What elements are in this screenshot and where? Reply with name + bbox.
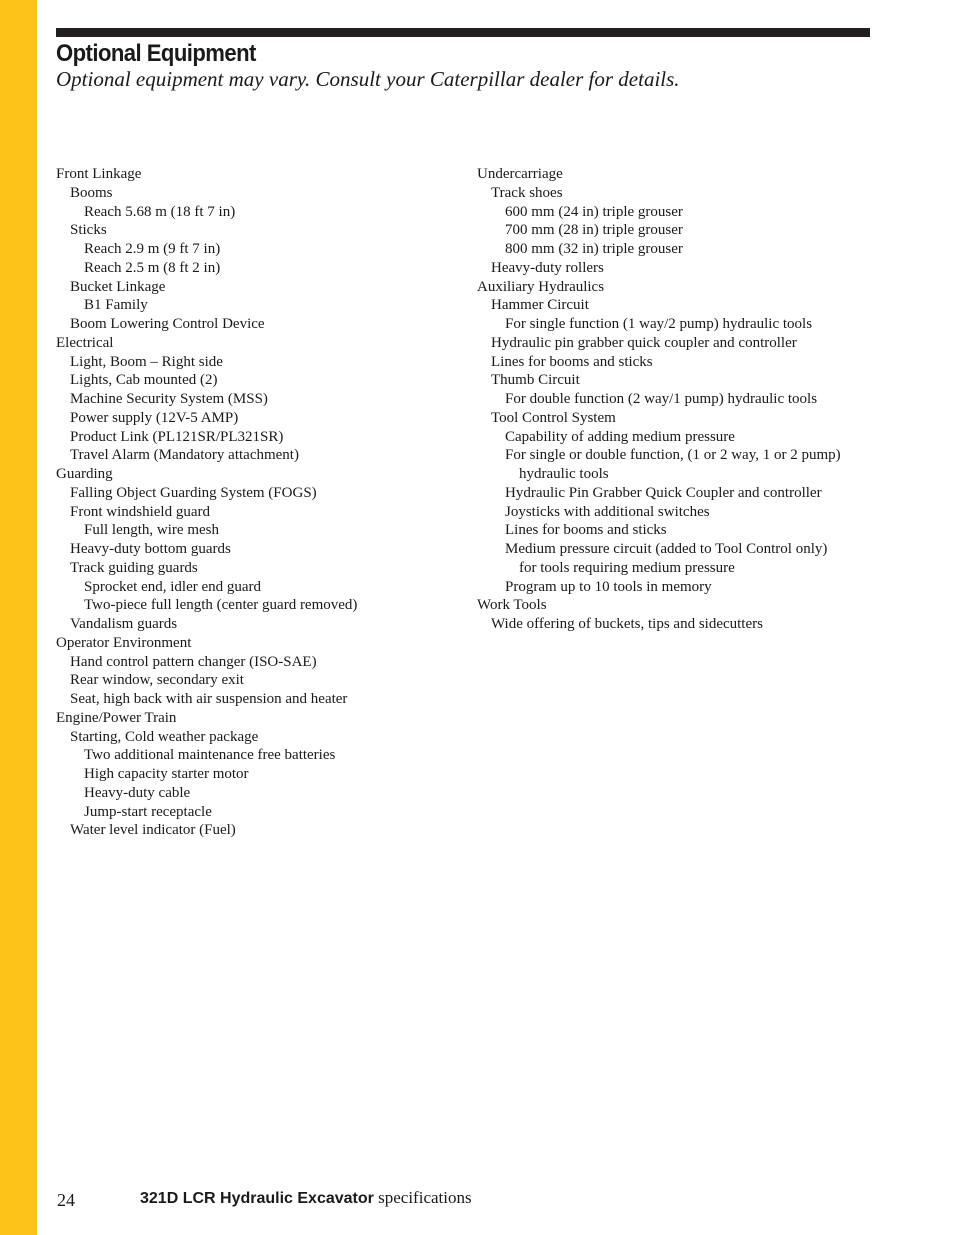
category-heading: Auxiliary Hydraulics (477, 278, 605, 295)
equipment-item: Jump-start receptacle (84, 803, 212, 820)
footer-caption (140, 1188, 472, 1208)
equipment-item: Boom Lowering Control Device (70, 316, 265, 332)
category-heading: Engine/Power Train (56, 709, 177, 726)
equipment-item: Full length, wire mesh (84, 522, 219, 539)
equipment-item: Machine Security System (MSS) (70, 391, 268, 407)
equipment-item: Hydraulic pin grabber quick coupler and controller (491, 334, 797, 351)
equipment-item: Heavy-duty cable (84, 784, 191, 801)
equipment-item: Power supply (12V-5 AMP) (70, 409, 239, 426)
equipment-item: Two-piece full length (center guard removed) (84, 597, 358, 614)
equipment-item: Bucket Linkage (70, 278, 166, 295)
page-title: Optional Equipment (56, 40, 256, 67)
equipment-item: Falling Object Guarding System (FOGS) (70, 484, 317, 501)
equipment-item: Light, Boom – Right side (70, 353, 223, 370)
equipment-item: Lines for booms and sticks (505, 522, 667, 539)
equipment-item: Hand control pattern changer (ISO-SAE) (70, 653, 317, 670)
equipment-item: Reach 5.68 m (18 ft 7 in) (84, 203, 236, 220)
equipment-item: Tool Control System (491, 409, 616, 426)
equipment-item: Reach 2.9 m (9 ft 7 in) (84, 241, 221, 257)
equipment-item: Water level indicator (Fuel) (70, 822, 236, 839)
equipment-item: Travel Alarm (Mandatory attachment) (70, 447, 299, 464)
equipment-item: Reach 2.5 m (8 ft 2 in) (84, 259, 221, 276)
equipment-item: hydraulic tools (519, 466, 609, 482)
footer-suffix: specifications (378, 1188, 472, 1207)
equipment-item: Track guiding guards (70, 559, 198, 576)
equipment-item: Front windshield guard (70, 503, 210, 520)
equipment-item: Track shoes (491, 184, 563, 201)
equipment-item: Starting, Cold weather package (70, 728, 259, 745)
equipment-item: For single or double function, (1 or 2 way, 1 or 2 pump) (505, 447, 841, 464)
right-equipment-column (477, 165, 897, 634)
equipment-item: 600 mm (24 in) triple grouser (505, 203, 683, 220)
equipment-item: Lines for booms and sticks (491, 353, 653, 370)
equipment-item: Sprocket end, idler end guard (84, 578, 262, 595)
equipment-item: For double function (2 way/1 pump) hydraulic tools (505, 391, 818, 407)
page-number: 24 (57, 1190, 75, 1210)
yellow-side-bar (0, 0, 37, 1235)
equipment-item: Wide offering of buckets, tips and sidecutters (491, 616, 763, 632)
category-heading: Work Tools (477, 597, 547, 614)
category-heading: Guarding (56, 466, 113, 482)
equipment-item: Hydraulic Pin Grabber Quick Coupler and controller (505, 484, 822, 501)
equipment-item: for tools requiring medium pressure (519, 559, 735, 576)
left-equipment-column (56, 165, 466, 840)
equipment-item: Heavy-duty rollers (491, 259, 604, 276)
equipment-item: For single function (1 way/2 pump) hydraulic tools (505, 316, 813, 332)
equipment-item: Booms (70, 184, 113, 201)
category-heading: Operator Environment (56, 634, 192, 651)
category-heading: Undercarriage (477, 166, 563, 182)
equipment-item: 700 mm (28 in) triple grouser (505, 222, 683, 239)
equipment-item: Vandalism guards (70, 616, 178, 632)
equipment-item: Sticks (70, 222, 107, 239)
category-heading: Front Linkage (56, 166, 142, 182)
equipment-item: 800 mm (32 in) triple grouser (505, 241, 683, 257)
equipment-item: Thumb Circuit (491, 372, 580, 389)
equipment-item: Program up to 10 tools in memory (505, 578, 712, 595)
equipment-item: Capability of adding medium pressure (505, 428, 735, 445)
equipment-item: Medium pressure circuit (added to Tool Control only) (505, 541, 828, 557)
footer-model-name: 321D LCR Hydraulic Excavator (140, 1190, 374, 1207)
equipment-item: Product Link (PL121SR/PL321SR) (70, 428, 284, 445)
equipment-item: Hammer Circuit (491, 297, 589, 314)
page-subtitle: Optional equipment may vary. Consult your Caterpillar dealer for details. (56, 67, 680, 91)
equipment-item: Heavy-duty bottom guards (70, 541, 231, 557)
equipment-item: Lights, Cab mounted (2) (70, 372, 218, 389)
equipment-item: B1 Family (84, 297, 148, 314)
category-heading: Electrical (56, 334, 114, 351)
equipment-item: Seat, high back with air suspension and heater (70, 691, 348, 707)
equipment-item: Rear window, secondary exit (70, 672, 244, 689)
equipment-item: Two additional maintenance free batteries (84, 747, 336, 764)
equipment-item: High capacity starter motor (84, 766, 249, 782)
equipment-item: Joysticks with additional switches (505, 503, 710, 520)
header-rule (56, 28, 870, 37)
